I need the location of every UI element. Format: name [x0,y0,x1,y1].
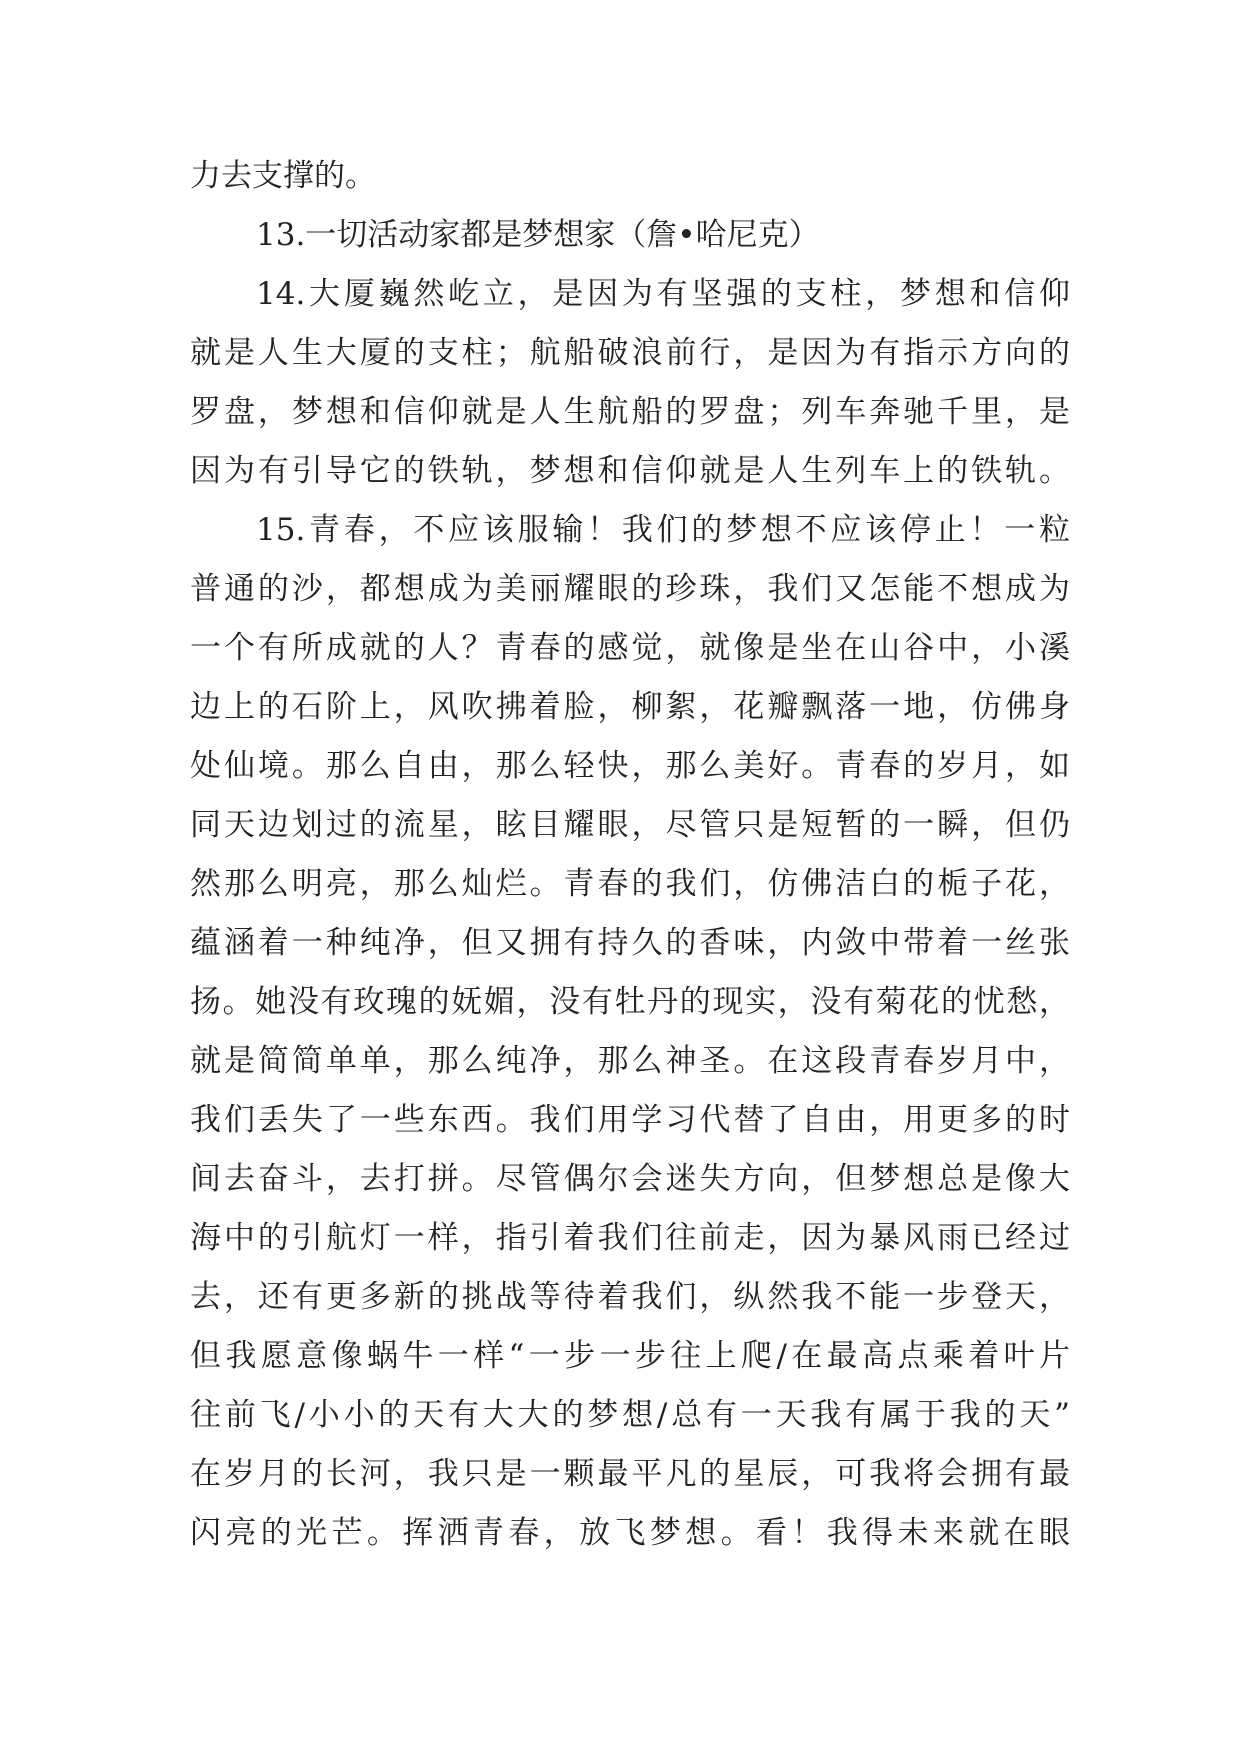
text-line: 然那么明亮，那么灿烂。青春的我们，仿佛洁白的栀子花， [190,866,1070,902]
text-line: 就是简简单单，那么纯净，那么神圣。在这段青春岁月中， [190,1043,1070,1079]
text-line: 一个有所成就的人？青春的感觉，就像是坐在山谷中，小溪 [190,630,1070,666]
text-line: 间去奋斗，去打拼。尽管偶尔会迷失方向，但梦想总是像大 [190,1161,1070,1197]
text-line: 因为有引导它的铁轨，梦想和信仰就是人生列车上的铁轨。 [190,453,1070,489]
list-item-14: 14.大厦巍然屹立，是因为有坚强的支柱，梦想和信仰 [256,276,1070,312]
text-line: 边上的石阶上，风吹拂着脸，柳絮，花瓣飘落一地，仿佛身 [190,689,1070,725]
text-line: 处仙境。那么自由，那么轻快，那么美好。青春的岁月，如 [190,748,1070,784]
text-line: 蕴涵着一种纯净，但又拥有持久的香味，内敛中带着一丝张 [190,925,1070,961]
list-item-15: 15.青春，不应该服输！我们的梦想不应该停止！一粒 [256,512,1070,548]
text-line: 力去支撑的。 [190,158,376,194]
text-line: 扬。她没有玫瑰的妩媚，没有牡丹的现实，没有菊花的忧愁， [190,984,1070,1020]
text-line: 海中的引航灯一样，指引着我们往前走，因为暴风雨已经过 [190,1220,1070,1256]
text-line: 往前飞/小小的天有大大的梦想/总有一天我有属于我的天” [190,1397,1070,1433]
text-line: 普通的沙，都想成为美丽耀眼的珍珠，我们又怎能不想成为 [190,571,1070,607]
text-line: 但我愿意像蜗牛一样“一步一步往上爬/在最高点乘着叶片 [190,1338,1070,1374]
text-line: 在岁月的长河，我只是一颗最平凡的星辰，可我将会拥有最 [190,1456,1070,1492]
text-line: 同天边划过的流星，眩目耀眼，尽管只是短暂的一瞬，但仍 [190,807,1070,843]
text-line: 我们丢失了一些东西。我们用学习代替了自由，用更多的时 [190,1102,1070,1138]
text-line: 罗盘，梦想和信仰就是人生航船的罗盘；列车奔驰千里，是 [190,394,1070,430]
text-line: 闪亮的光芒。挥洒青春，放飞梦想。看！我得未来就在眼 [190,1515,1070,1551]
body-text [190,147,1070,1563]
text-line: 就是人生大厦的支柱；航船破浪前行，是因为有指示方向的 [190,335,1070,371]
list-item-13: 13.一切活动家都是梦想家（詹•哈尼克） [256,217,820,253]
text-line: 去，还有更多新的挑战等待着我们，纵然我不能一步登天， [190,1279,1070,1315]
